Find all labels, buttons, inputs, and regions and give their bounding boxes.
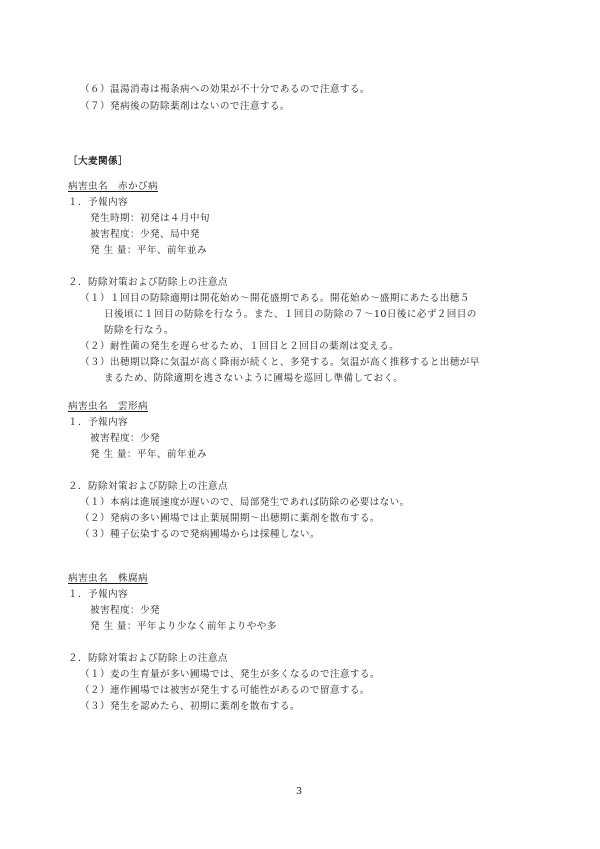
measure-2: （２）連作圃場では被害が発生する可能性があるので留意する。 bbox=[80, 685, 370, 696]
measure-1: （１）麦の生育量が多い圃場では、発生が多くなるので注意する。 bbox=[80, 669, 380, 680]
measure-3: （３）種子伝染するので発病圃場からは採種しない。 bbox=[80, 529, 320, 540]
measure-1-line-1: （１）１回目の防除適期は開花始め～開花盛期である。開花始め～盛期にあたる出穂５ bbox=[80, 293, 470, 304]
occurrence-amount: 発 生 量：平年より少なく前年よりやや多 bbox=[90, 621, 277, 632]
measure-3-line-2: まるため、防除適期を逃さないように圃場を巡回し準備しておく。 bbox=[104, 373, 404, 384]
measure-3-line-1: （３）出穂期以降に気温が高く降雨が続くと、多発する。気温が高く推移すると出穂が早 bbox=[80, 357, 480, 368]
intro-item-7: （７）発病後の防除薬剤はないので注意する。 bbox=[80, 101, 290, 112]
measure-1-line-2: 日後頃に１回目の防除を行なう。また、１回目の防除の７～10日後に必ず２回目の bbox=[104, 309, 477, 320]
section-title: ［大麦関係］ bbox=[68, 156, 128, 167]
measure-3: （３）発生を認めたら、初期に薬剤を散布する。 bbox=[80, 701, 300, 712]
damage-level: 被害程度：少発、局中発 bbox=[90, 229, 200, 240]
disease-name: 病害虫名 株腐病 bbox=[68, 573, 148, 584]
page-number: 3 bbox=[296, 786, 303, 797]
forecast-heading: １．予報内容 bbox=[68, 417, 128, 428]
forecast-heading: １．予報内容 bbox=[68, 197, 128, 208]
measures-heading: ２．防除対策および防除上の注意点 bbox=[68, 653, 228, 664]
measures-heading: ２．防除対策および防除上の注意点 bbox=[68, 481, 228, 492]
measure-1: （１）本病は進展速度が遅いので、局部発生であれば防除の必要はない。 bbox=[80, 497, 410, 508]
forecast-heading: １．予報内容 bbox=[68, 589, 128, 600]
measure-1-line-3: 防除を行なう。 bbox=[104, 325, 174, 336]
measure-2: （２）耐性菌の発生を遅らせるため、１回目と２回目の薬剤は変える。 bbox=[80, 341, 400, 352]
occurrence-amount: 発 生 量：平年、前年並み bbox=[90, 245, 207, 256]
occurrence-amount: 発 生 量：平年、前年並み bbox=[90, 449, 207, 460]
damage-level: 被害程度：少発 bbox=[90, 433, 160, 444]
intro-item-6: （６）温湯消毒は褐条病への効果が不十分であるので注意する。 bbox=[80, 84, 370, 95]
occurrence-time: 発生時期：初発は４月中旬 bbox=[90, 213, 210, 224]
disease-name: 病害虫名 雲形病 bbox=[68, 401, 148, 412]
measures-heading: ２．防除対策および防除上の注意点 bbox=[68, 277, 228, 288]
disease-name: 病害虫名 赤かび病 bbox=[68, 181, 158, 192]
measure-2: （２）発病の多い圃場では止葉展開期～出穂期に薬剤を散布する。 bbox=[80, 513, 380, 524]
damage-level: 被害程度：少発 bbox=[90, 605, 160, 616]
